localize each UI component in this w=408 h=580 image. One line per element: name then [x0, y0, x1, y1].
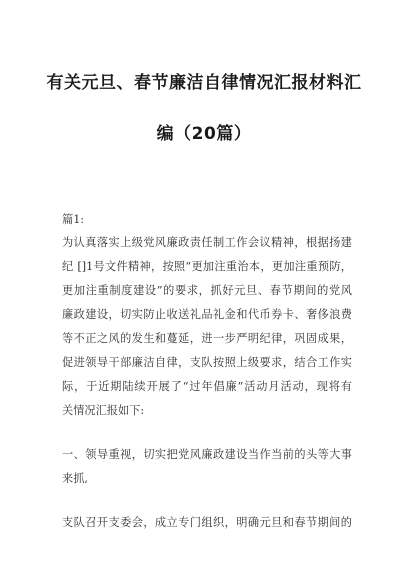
paragraph-1-line-7: 际，于近期陆续开展了“过年倡廉”活动月活动，现将有: [62, 380, 352, 393]
paragraph-1-line-2: 纪 []1号文件精神，按照“更加注重治本，更加注重预防，: [62, 260, 352, 273]
paragraph-1-line-4: 廉政建设，切实防止收送礼品礼金和代币券卡、奢侈浪费: [62, 308, 352, 321]
section-label: 篇1:: [62, 213, 85, 226]
document-title-line-2: 编（20篇）: [156, 124, 252, 144]
document-title-line-1: 有关元旦、春节廉洁自律情况汇报材料汇: [46, 73, 362, 93]
paragraph-3-line-1: 支队召开支委会，成立专门组织，明确元旦和春节期间的: [62, 516, 352, 529]
paragraph-2-line-2: 来抓,: [62, 472, 88, 485]
paragraph-1-line-8: 关情况汇报如下:: [62, 404, 145, 417]
paragraph-2-line-1: 一、领导重视，切实把党风廉政建设当作当前的头等大事: [62, 448, 352, 461]
paragraph-1-line-1: 为认真落实上级党风廉政责任制工作会议精神，根据扬建: [62, 236, 352, 249]
paragraph-1-line-3: 更加注重制度建设”的要求，抓好元旦、春节期间的党风: [62, 284, 352, 297]
paragraph-1-line-5: 等不正之风的发生和蔓延，进一步严明纪律，巩固成果，: [62, 332, 352, 345]
paragraph-1-line-6: 促进领导干部廉洁自律，支队按照上级要求，结合工作实: [62, 356, 352, 369]
